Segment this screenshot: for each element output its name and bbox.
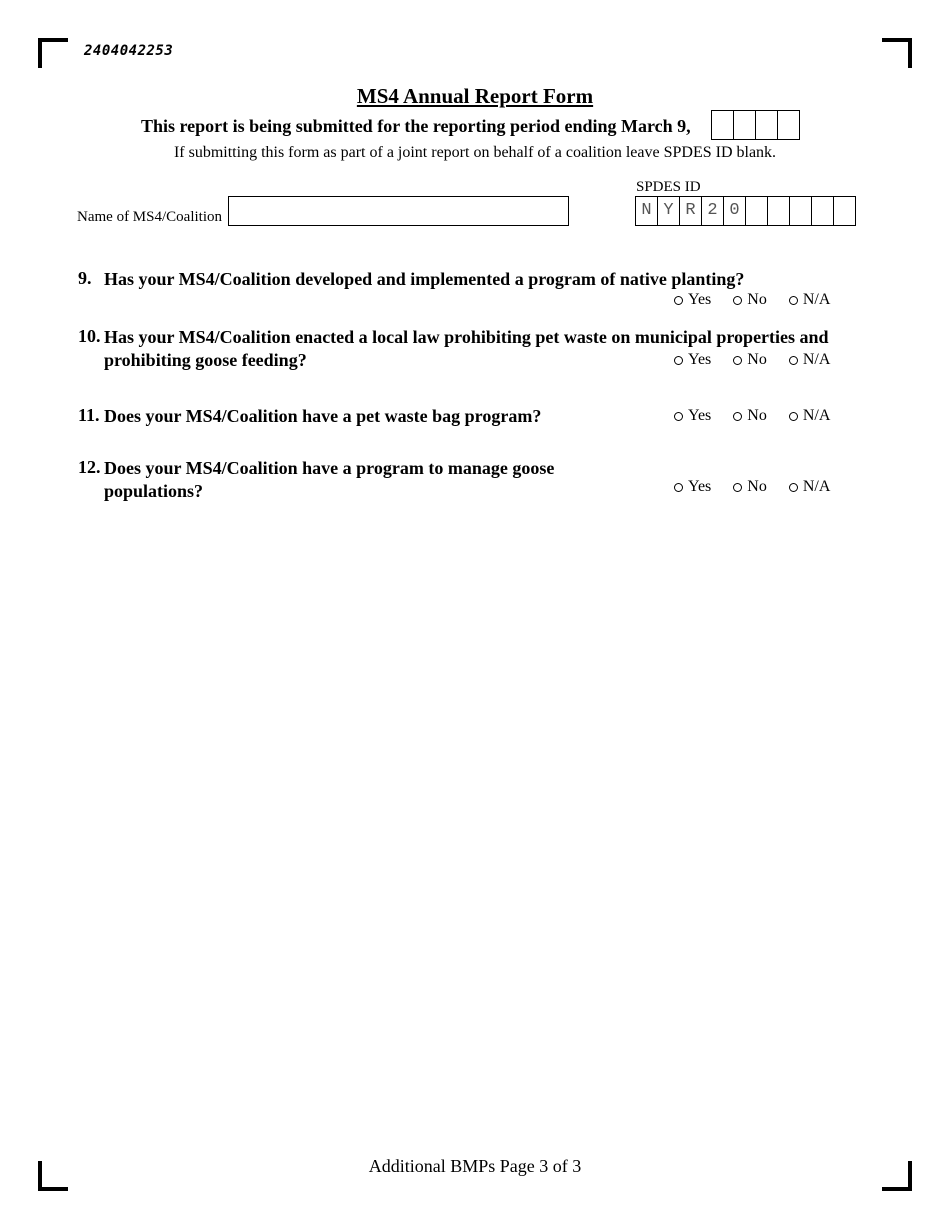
option-no[interactable]: No — [733, 407, 767, 425]
spdes-char-box[interactable] — [767, 196, 790, 226]
spdes-char-box[interactable] — [811, 196, 834, 226]
spdes-char-box[interactable] — [833, 196, 856, 226]
spdes-char-box[interactable]: N — [635, 196, 658, 226]
year-input[interactable] — [712, 110, 800, 140]
question-10-options — [674, 351, 830, 369]
spdes-id-label: SPDES ID — [636, 179, 701, 195]
corner-mark-top-right — [882, 38, 912, 68]
radio-icon[interactable] — [674, 356, 683, 365]
spdes-char-box[interactable]: 0 — [723, 196, 746, 226]
name-field-label: Name of MS4/Coalition — [77, 209, 222, 225]
question-number: 12. — [78, 457, 101, 477]
form-id: 2404042253 — [84, 43, 174, 59]
year-digit-box[interactable] — [777, 110, 800, 140]
spdes-char-box[interactable] — [789, 196, 812, 226]
radio-icon[interactable] — [674, 296, 683, 305]
radio-icon[interactable] — [733, 412, 742, 421]
radio-icon[interactable] — [789, 296, 798, 305]
question-text: Does your MS4/Coalition have a pet waste bag program? — [104, 406, 542, 426]
page-footer: Additional BMPs Page 3 of 3 — [368, 1156, 582, 1176]
option-no[interactable]: No — [733, 291, 767, 309]
option-na[interactable]: N/A — [789, 291, 831, 309]
radio-icon[interactable] — [674, 412, 683, 421]
question-text-line1: Has your MS4/Coalition enacted a local law prohibiting pet waste on municipal properties and — [104, 327, 829, 347]
option-no[interactable]: No — [733, 351, 767, 369]
option-yes[interactable]: Yes — [674, 351, 711, 369]
page-title: MS4 Annual Report Form — [356, 84, 594, 108]
radio-icon[interactable] — [674, 483, 683, 492]
question-text-line2: populations? — [104, 481, 204, 501]
question-number: 11. — [78, 405, 100, 425]
radio-icon[interactable] — [789, 483, 798, 492]
corner-mark-top-left — [38, 38, 68, 68]
option-no[interactable]: No — [733, 478, 767, 496]
radio-icon[interactable] — [733, 356, 742, 365]
option-na[interactable]: N/A — [789, 478, 831, 496]
option-na[interactable]: N/A — [789, 407, 831, 425]
radio-icon[interactable] — [789, 412, 798, 421]
year-digit-box[interactable] — [733, 110, 756, 140]
radio-icon[interactable] — [733, 483, 742, 492]
spdes-char-box[interactable]: Y — [657, 196, 680, 226]
question-number: 10. — [78, 326, 101, 346]
spdes-id-input[interactable] — [636, 196, 856, 226]
question-text-line2: prohibiting goose feeding? — [104, 350, 307, 370]
option-na[interactable]: N/A — [789, 351, 831, 369]
question-9-options — [674, 291, 830, 309]
question-12-options — [674, 478, 830, 496]
question-11-options — [674, 407, 830, 425]
spdes-char-box[interactable]: 2 — [701, 196, 724, 226]
option-yes[interactable]: Yes — [674, 291, 711, 309]
year-digit-box[interactable] — [711, 110, 734, 140]
spdes-char-box[interactable] — [745, 196, 768, 226]
radio-icon[interactable] — [789, 356, 798, 365]
radio-icon[interactable] — [733, 296, 742, 305]
question-text-line1: Does your MS4/Coalition have a program to manage goose — [104, 458, 555, 478]
question-number: 9. — [78, 268, 92, 288]
option-yes[interactable]: Yes — [674, 407, 711, 425]
name-field[interactable] — [228, 196, 569, 226]
coalition-note: If submitting this form as part of a joint report on behalf of a coalition leave SPDES ID blank. — [173, 144, 777, 161]
year-digit-box[interactable] — [755, 110, 778, 140]
question-text: Has your MS4/Coalition developed and implemented a program of native planting? — [104, 269, 745, 289]
option-yes[interactable]: Yes — [674, 478, 711, 496]
spdes-char-box[interactable]: R — [679, 196, 702, 226]
reporting-period-text: This report is being submitted for the reporting period ending March 9, — [141, 116, 691, 136]
